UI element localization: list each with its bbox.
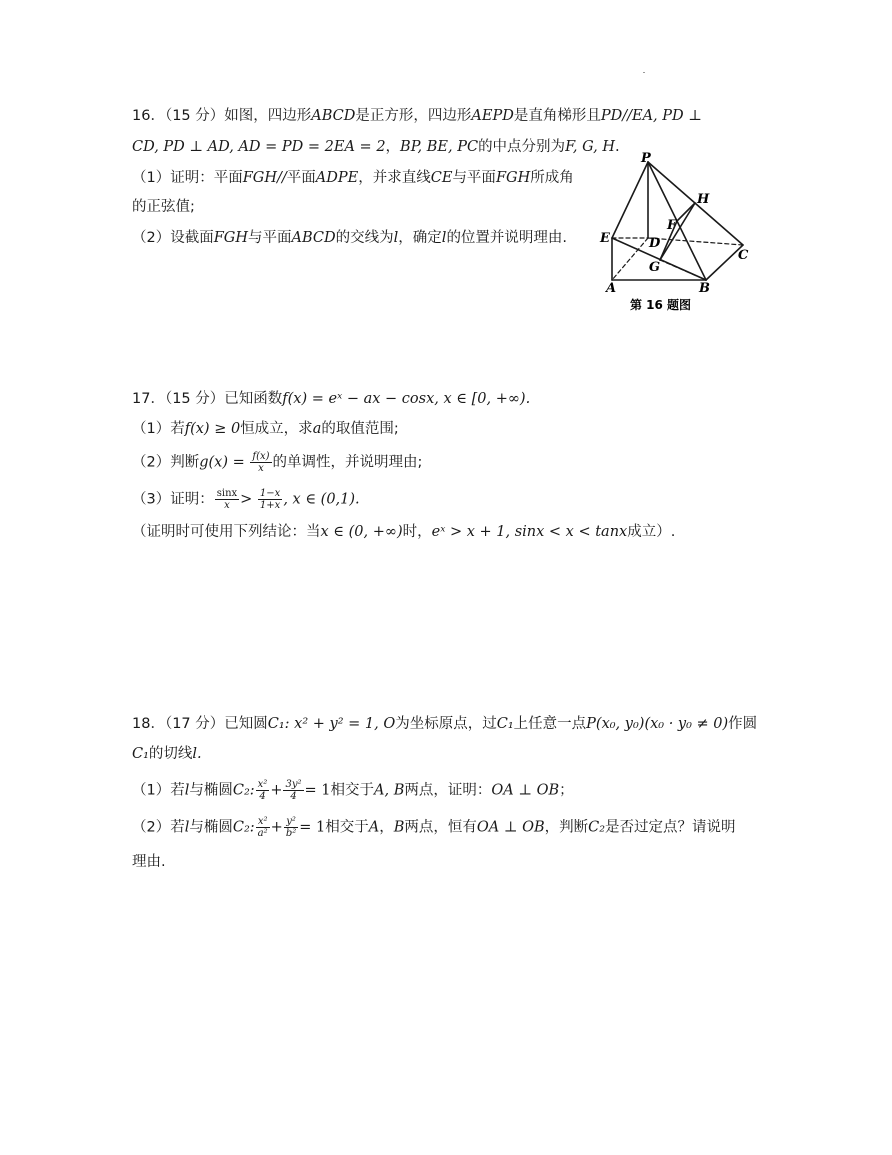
q16-heading: 16．（15 分）如图，四边形 <box>132 108 312 124</box>
fraction-denominator: 4 <box>259 791 266 802</box>
q17-part3-label: （3）证明： <box>132 491 214 508</box>
q18-math: C₂: <box>232 819 255 836</box>
q16-text: 的位置并说明理由. <box>446 230 568 246</box>
q16-math: l <box>393 230 399 246</box>
q16-text: ，并求直线 <box>358 170 431 186</box>
q18-text: ， <box>379 819 394 836</box>
q18-text: 为坐标原点，过 <box>395 716 497 732</box>
q18-math: + <box>270 782 283 799</box>
q16-geometry-figure <box>598 150 758 315</box>
q18-text: ； <box>559 782 574 799</box>
q16-math: FGH <box>213 230 249 246</box>
q17-fraction <box>250 451 271 474</box>
q18-math: C₁ <box>496 716 514 732</box>
q17-part3 <box>132 488 360 511</box>
q16-math: l <box>441 230 447 246</box>
q16-text: 是直角梯形且 <box>513 108 601 124</box>
q18-math: OA ⊥ OB <box>491 782 560 799</box>
label-f: F <box>667 218 677 233</box>
q18-text: 作圆 <box>728 716 758 732</box>
q17-part1 <box>132 419 399 439</box>
q18-text: 与椭圆 <box>189 782 233 799</box>
q16-math-segments: BP, BE, PC <box>400 139 479 155</box>
q18-math: C₂ <box>588 819 606 836</box>
q16-math: FGH// <box>242 170 287 186</box>
q18-text: 两点，证明： <box>404 782 492 799</box>
fraction-numerator: y² <box>284 816 298 828</box>
fraction-denominator: b² <box>285 828 297 839</box>
q17-text: 的单调性，并说明理由; <box>272 454 423 471</box>
q17-note-text: 成立）. <box>627 524 676 540</box>
q17-part1-label: （1）若 <box>132 421 185 437</box>
q16-text: 与平面 <box>452 170 496 186</box>
fraction-denominator: 4 <box>290 791 297 802</box>
q17-math: f(x) ≥ 0 <box>184 421 241 437</box>
edge-dc-hidden <box>648 238 743 245</box>
q17-part2-label: （2）判断 <box>132 454 200 471</box>
fraction-numerator: sinx <box>216 488 238 499</box>
q16-line2 <box>132 137 620 157</box>
q16-part2 <box>132 228 567 248</box>
label-c: C <box>738 248 749 263</box>
q18-text: 上任意一点 <box>513 716 587 732</box>
q16-math: CE <box>430 170 453 186</box>
q16-text: 的交线为 <box>335 230 394 246</box>
q17-math: a <box>312 421 322 437</box>
q18-math: l <box>184 782 190 799</box>
q16-math-aepd: AEPD <box>471 108 514 124</box>
figure-caption: 第 16 题图 <box>630 298 692 312</box>
q16-text: 的中点分别为 <box>478 139 566 155</box>
q18-text: ，判断 <box>544 819 589 836</box>
q17-function-definition: f(x) = eˣ − ax − cosx, x ∈ [0, +∞). <box>282 391 531 407</box>
q16-part1-line2: 的正弦值; <box>132 199 195 215</box>
q16-text: 与平面 <box>248 230 292 246</box>
q18-math: = 1 <box>304 782 331 799</box>
q18-part2-label: （2）若 <box>132 819 185 836</box>
q17-fraction <box>215 488 239 511</box>
q16-math-midpoints: F, G, H <box>565 139 616 155</box>
q18-part1 <box>132 779 574 802</box>
q16-line1 <box>132 106 702 126</box>
label-e: E <box>600 231 610 246</box>
q17-math: > <box>240 491 253 508</box>
q17-math: g(x) = <box>199 454 245 471</box>
q17-note-text: 时， <box>402 524 432 540</box>
q18-math: + <box>270 819 283 836</box>
q16-text: . <box>615 139 620 155</box>
q17-math: eˣ > x + 1, sinx < x < tanx <box>431 524 628 540</box>
q16-math: FGH <box>495 170 531 186</box>
q18-line2 <box>132 744 202 764</box>
q18-fraction <box>256 779 270 802</box>
q16-text: ， <box>385 139 401 155</box>
edge-da-hidden <box>612 238 648 280</box>
fraction-numerator: x² <box>257 779 268 790</box>
q18-math: A, B <box>374 782 405 799</box>
q18-math: C₁ <box>132 746 149 762</box>
q18-text: 的切线 <box>148 746 193 762</box>
q18-math: OA ⊥ OB <box>476 819 545 836</box>
q17-text: 的取值范围; <box>321 421 399 437</box>
q17-heading: 17．（15 分）已知函数 <box>132 391 283 407</box>
q18-math: A <box>368 819 380 836</box>
q18-math: B <box>393 819 405 836</box>
q16-part1-label: （1）证明：平面 <box>132 170 243 186</box>
q18-heading: 18．（17 分）已知圆 <box>132 716 268 732</box>
fraction-denominator: x <box>224 500 230 511</box>
q17-line1 <box>132 389 530 409</box>
q17-text: 恒成立，求 <box>240 421 313 437</box>
q16-text: 所成角 <box>530 170 574 186</box>
q18-math-circle: C₁: x² + y² = 1, O <box>267 716 396 732</box>
q18-text: 相交于 <box>325 819 369 836</box>
edge-gb-hidden <box>660 260 706 280</box>
q18-text: 是否过定点？请说明 <box>605 819 736 836</box>
q18-part2 <box>132 816 736 839</box>
label-p: P <box>641 151 651 166</box>
q18-text: 两点，恒有 <box>404 819 477 836</box>
edge-gh <box>660 203 695 260</box>
q16-math: ADPE <box>315 170 359 186</box>
q18-part2-line2: 理由. <box>132 854 166 870</box>
fraction-numerator: f(x) <box>252 451 270 462</box>
label-g: G <box>649 260 661 275</box>
q17-math: x ∈ (0, +∞) <box>320 524 403 540</box>
q16-text: ，确定 <box>398 230 442 246</box>
q18-math: = 1 <box>299 819 326 836</box>
q17-note-text: （证明时可使用下列结论：当 <box>132 524 321 540</box>
q17-fraction <box>258 488 282 511</box>
q18-fraction <box>284 816 298 839</box>
q17-part2 <box>132 451 422 474</box>
q16-part1-line1 <box>132 168 574 188</box>
label-h: H <box>697 192 710 207</box>
fraction-numerator: 1−x <box>259 488 281 499</box>
q17-note <box>132 522 675 542</box>
q18-math-point: P(x₀, y₀)(x₀ · y₀ ≠ 0) <box>586 716 729 732</box>
edge-pe <box>612 162 648 238</box>
fraction-numerator: 3y² <box>285 779 302 790</box>
q16-part2-label: （2）设截面 <box>132 230 214 246</box>
label-a: A <box>606 281 617 296</box>
q16-math-conditions-2: CD, PD ⊥ AD, AD = PD = 2EA = 2 <box>132 139 386 155</box>
q16-text: 是正方形，四边形 <box>355 108 472 124</box>
label-d: D <box>649 236 661 251</box>
fraction-denominator: x <box>258 463 264 474</box>
label-b: B <box>699 281 710 296</box>
q16-math-abcd: ABCD <box>311 108 356 124</box>
q18-math: C₂: <box>232 782 255 799</box>
q18-math: l. <box>192 746 202 762</box>
q18-part1-label: （1）若 <box>132 782 185 799</box>
q18-text: 与椭圆 <box>189 819 233 836</box>
q18-line1 <box>132 714 757 734</box>
fraction-denominator: 1+x <box>259 500 281 511</box>
q18-text: 相交于 <box>330 782 374 799</box>
q16-math: ABCD <box>291 230 336 246</box>
q16-math-conditions: PD//EA, PD ⊥ <box>600 108 702 124</box>
fraction-numerator: x² <box>256 816 270 828</box>
fraction-denominator: a² <box>257 828 268 839</box>
q18-math: l <box>184 819 190 836</box>
q16-text: 平面 <box>286 170 316 186</box>
scan-speck <box>643 72 645 73</box>
q18-fraction <box>256 816 270 839</box>
q17-math: , x ∈ (0,1). <box>283 491 360 508</box>
q18-fraction <box>283 779 303 802</box>
